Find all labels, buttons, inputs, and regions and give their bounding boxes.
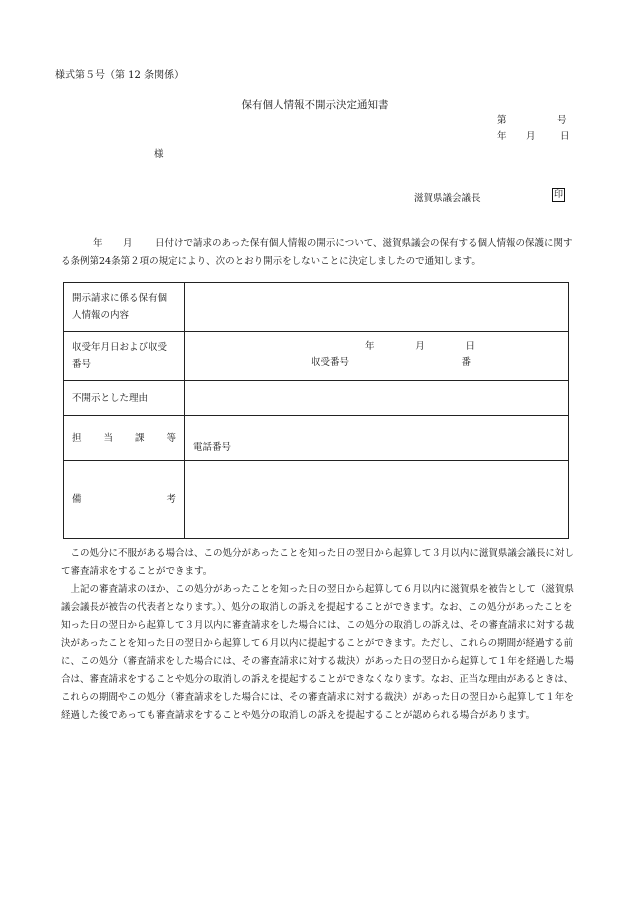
- notice-table: [63, 282, 569, 539]
- note-paragraph: この処分に不服がある場合は、この処分があったことを知った日の翌日から起算して３月以内に滋賀県議会議長に対して審査請求をすることができます。: [61, 548, 574, 577]
- row-value-reason: [185, 381, 569, 416]
- note-paragraph: 上記の審査請求のほか、この処分があったことを知った日の翌日から起算して６月以内に滋賀県を被告として（滋賀県議会議長が被告の代表者となります。）、処分の取消しの訴えを提起することができます。なお、この処分があったことを知った日の翌日から起算して３月以内に審査請求をした場合には、この処分の取消しの訴えは、その審査請求に対する裁決があったことを知った日の翌日から起算して６月以内に提起することができます。ただし、これらの期間が経過する前に、この処分（審査請求をした場合には、その審査請求に対する裁決）があった日の翌日から起算して１年を経過した場合は、審査請求をすることや処分の取消しの訴えを提起することができなくなります。なお、正当な理由があるときは、これらの期間やこの処分（審査請求をした場合には、その審査請求に対する裁決）があった日の翌日から起算して１年を経過した後であっても審査請求をすることや処分の取消しの訴えを提起することが認められる場合があります。: [61, 584, 575, 721]
- recipient-suffix: 様: [154, 149, 164, 160]
- department-label-char: 課: [134, 432, 145, 444]
- date-year-label: 年: [497, 131, 507, 142]
- number-suffix: 号: [557, 115, 567, 126]
- department-label-char: 担: [72, 432, 82, 444]
- row-label-remarks: [64, 461, 185, 539]
- phone-label: 電話番号: [193, 441, 232, 453]
- row-label-receipt: 収受年月日および収受番号: [64, 332, 185, 381]
- department-label-char: 当: [103, 432, 113, 444]
- table-row: [64, 332, 569, 381]
- row-value-remarks: [185, 461, 569, 539]
- intro-month-label: 月: [123, 238, 133, 249]
- row-value-receipt: [185, 332, 569, 381]
- remarks-label-char: 備: [72, 494, 82, 505]
- intro-year-label: 年: [93, 238, 103, 249]
- seal-mark: 印: [553, 190, 563, 200]
- receipt-year-label: 年: [365, 341, 375, 352]
- number-prefix: 第: [497, 115, 507, 126]
- receipt-day-label: 日: [465, 341, 475, 352]
- intro-text: 日付けで請求のあった保有個人情報の開示について、滋賀県議会の保有する個人情報の保護に関する条例第24条第２項の規定により、次のとおり開示をしないことに決定しましたので通知します。: [61, 238, 573, 267]
- document-title: 保有個人情報不開示決定通知書: [241, 99, 389, 111]
- receipt-number-line: [311, 354, 471, 371]
- remarks-label-char: 考: [166, 494, 176, 505]
- sender-name: 滋賀県議会議長: [414, 193, 481, 204]
- department-label-char: 等: [166, 432, 176, 444]
- intro-paragraph: [61, 235, 581, 271]
- form-number: 様式第５号（第 12 条関係）: [55, 70, 185, 81]
- table-row: [64, 283, 569, 332]
- table-row: [64, 416, 569, 461]
- row-label-reason: 不開示とした理由: [64, 381, 185, 416]
- row-value-department: [185, 416, 569, 461]
- receipt-date-line: [365, 338, 475, 355]
- row-label-department: [64, 416, 185, 461]
- receipt-number-label: 収受番号: [311, 357, 350, 368]
- row-label-content: 開示請求に係る保有個人情報の内容: [64, 283, 185, 332]
- receipt-number-suffix: 番: [461, 357, 471, 368]
- date-month-label: 月: [526, 131, 536, 142]
- notes-section: [61, 545, 581, 725]
- receipt-month-label: 月: [415, 341, 425, 352]
- row-value-content: [185, 283, 569, 332]
- table-row: [64, 381, 569, 416]
- date-day-label: 日: [560, 131, 570, 142]
- table-row: [64, 461, 569, 539]
